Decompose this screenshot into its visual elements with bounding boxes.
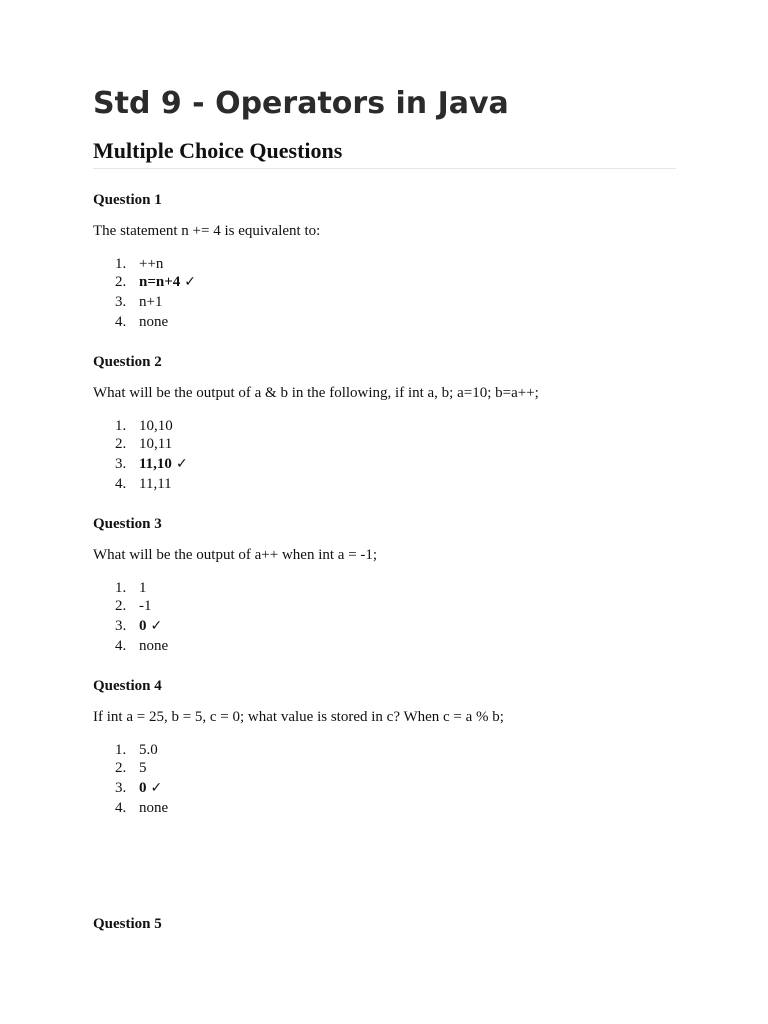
option-number: 4. [115, 314, 127, 330]
option-label: none [139, 800, 169, 816]
option-label-wrap [139, 616, 162, 636]
option-number: 2. [115, 274, 127, 290]
question-text: The statement n += 4 is equivalent to: [93, 223, 321, 239]
option-label: none [139, 638, 169, 654]
option-label: -1 [139, 598, 152, 614]
option-label: 1 [139, 580, 147, 596]
option-label: 10,10 [139, 418, 173, 434]
option-number: 4. [115, 638, 127, 654]
option-number: 4. [115, 800, 127, 816]
option-label-wrap [139, 272, 196, 292]
option-number: 3. [115, 294, 127, 310]
question-heading: Question 5 [93, 916, 162, 932]
check-mark-icon: ✓ [150, 780, 163, 796]
option-number: 3. [115, 780, 127, 796]
question-text: What will be the output of a & b in the following, if int a, b; a=10; b=a++; [93, 385, 539, 401]
question-heading: Question 2 [93, 354, 162, 370]
option-number: 2. [115, 436, 127, 452]
question-heading: Question 4 [93, 678, 162, 694]
option-number: 2. [115, 598, 127, 614]
option-label: 5 [139, 760, 147, 776]
check-mark-icon: ✓ [184, 274, 197, 290]
option-label: ++n [139, 256, 164, 272]
section-title: Multiple Choice Questions [93, 136, 676, 169]
question-heading: Question 1 [93, 192, 162, 208]
option-label: 0 [139, 618, 147, 634]
option-number: 1. [115, 580, 127, 596]
check-mark-icon: ✓ [175, 456, 188, 472]
option-number: 1. [115, 418, 127, 434]
option-label: n=n+4 [139, 274, 181, 290]
option-label: none [139, 314, 169, 330]
question-text: What will be the output of a++ when int a = -1; [93, 547, 378, 563]
option-number: 3. [115, 456, 127, 472]
option-number: 1. [115, 256, 127, 272]
option-label-wrap [139, 454, 188, 474]
question-heading: Question 3 [93, 516, 162, 532]
option-number: 3. [115, 618, 127, 634]
option-label: n+1 [139, 294, 163, 310]
option-label-wrap [139, 778, 162, 798]
question-text: If int a = 25, b = 5, c = 0; what value is stored in c? When c = a % b; [93, 709, 504, 725]
check-mark-icon: ✓ [150, 618, 163, 634]
option-number: 1. [115, 742, 127, 758]
option-number: 4. [115, 476, 127, 492]
option-label: 5.0 [139, 742, 158, 758]
option-label: 10,11 [139, 436, 173, 452]
option-label: 0 [139, 780, 147, 796]
option-number: 2. [115, 760, 127, 776]
option-label: 11,10 [139, 456, 172, 472]
page-title: Std 9 - Operators in Java [93, 86, 509, 121]
option-label: 11,11 [139, 476, 172, 492]
